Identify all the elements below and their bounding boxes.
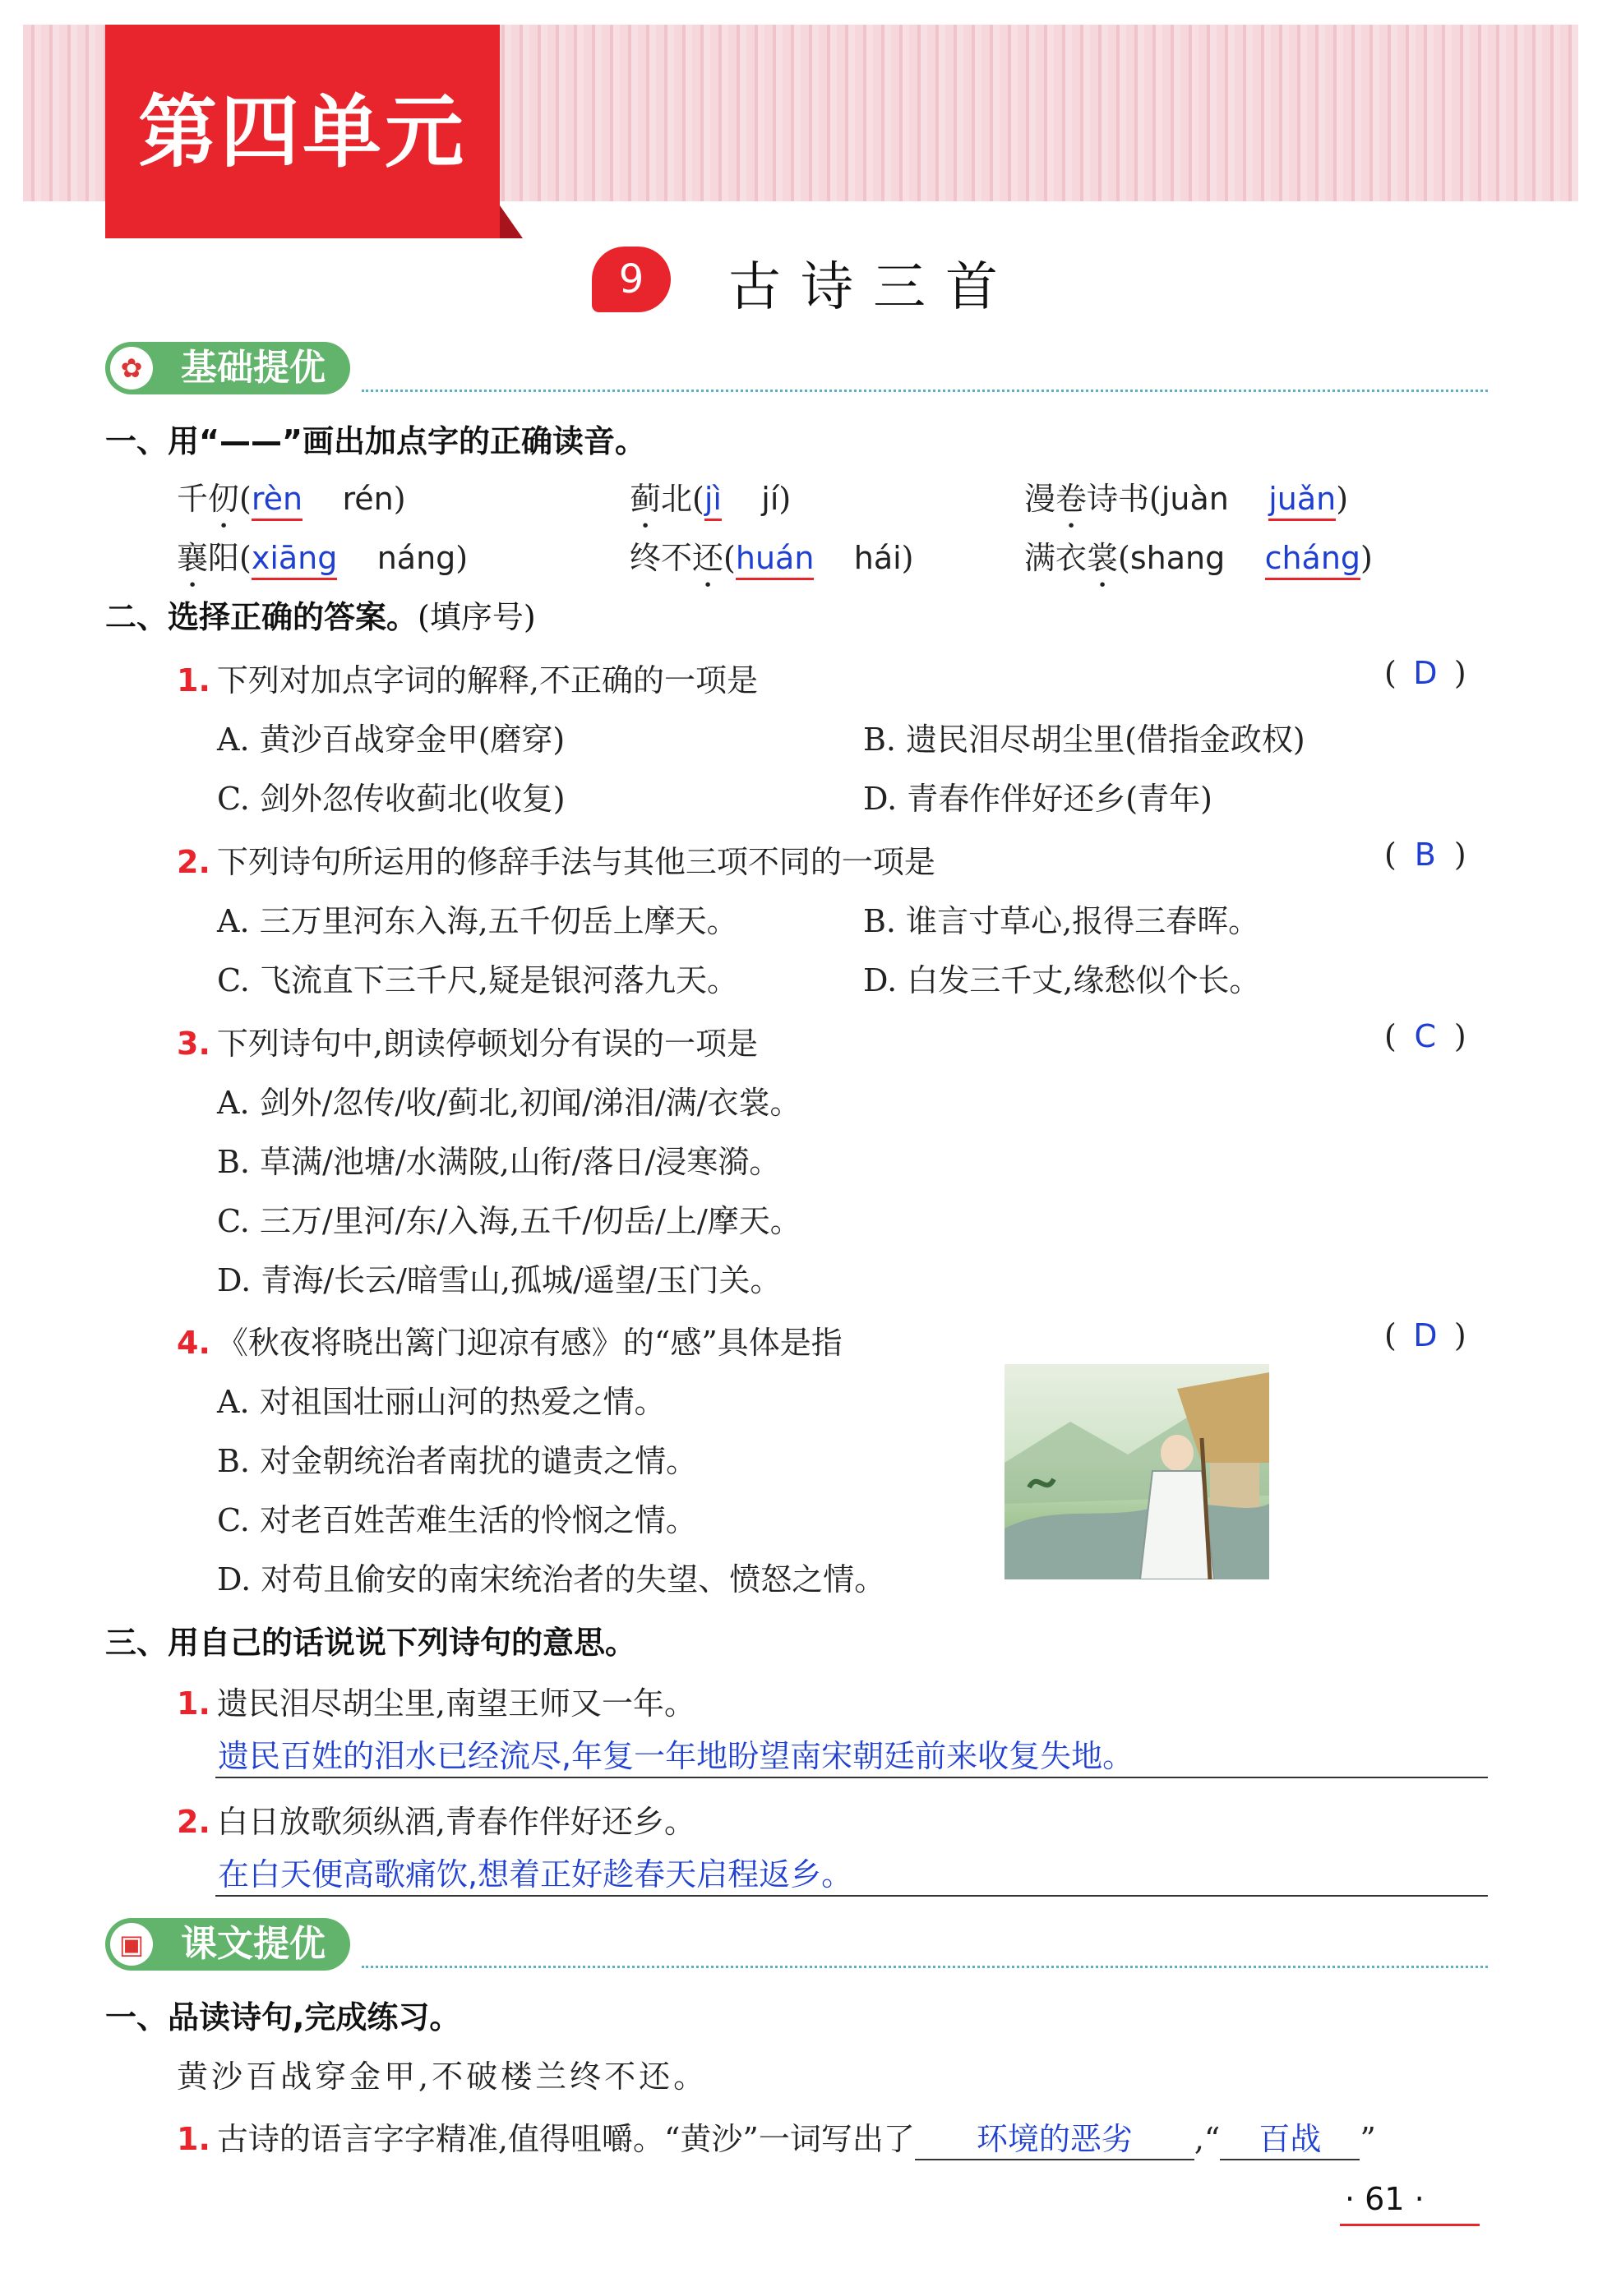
mc-option: D. 青海/长云/暗雪山,孤城/遥望/玉门关。 xyxy=(217,1262,782,1298)
answer-bracket: ( B ) xyxy=(1384,837,1466,873)
section-tag-label: 基础提优 xyxy=(181,347,326,389)
pinyin-item: 蓟北(jì jí) xyxy=(630,473,791,535)
answer-bracket: ( D ) xyxy=(1384,655,1466,691)
answer-underline xyxy=(215,1895,1488,1897)
fill-in-question: 1. 古诗的语言字字精准,值得咀嚼。“黄沙”一词写出了 环境的恶劣 ,“ 百战 ” xyxy=(177,2114,1376,2160)
blank-2[interactable]: 百战 xyxy=(1220,2114,1360,2160)
pinyin-item: 漫卷诗书(juàn juǎn) xyxy=(1024,473,1348,535)
mc-option: A. 剑外/忽传/收/蓟北,初闻/涕泪/满/衣裳。 xyxy=(217,1085,801,1121)
mc-option: C. 剑外忽传收蓟北(收复) xyxy=(217,781,566,817)
mc-question-stem: 2. 下列诗句所运用的修辞手法与其他三项不同的一项是 xyxy=(177,844,935,880)
mc-option: D. 白发三千丈,缘愁似个长。 xyxy=(863,962,1261,998)
mc-option: B. 对金朝统治者南扰的谴责之情。 xyxy=(217,1443,698,1479)
pinyin-item: 千仞(rèn rén) xyxy=(177,473,406,535)
banner-fold xyxy=(500,205,523,238)
mc-option: D. 对苟且偷安的南宋统治者的失望、愤怒之情。 xyxy=(217,1561,886,1598)
page-number-underline xyxy=(1340,2224,1480,2226)
section-tag-text xyxy=(105,1918,350,1971)
pinyin-item: 满衣裳(shang cháng) xyxy=(1024,533,1373,594)
answer-text: 在白天便高歌痛饮,想着正好趁春天启程返乡。 xyxy=(218,1856,853,1893)
answer-underline xyxy=(215,1777,1488,1778)
sprout-icon: ✿ xyxy=(110,347,153,390)
poet-illustration-art xyxy=(1005,1364,1269,1579)
mc-question-stem: 4. 《秋夜将晓出篱门迎凉有感》的“感”具体是指 xyxy=(177,1325,843,1361)
mc-option: A. 对祖国壮丽山河的热爱之情。 xyxy=(217,1384,666,1420)
unit-title: 第四单元 xyxy=(138,86,467,178)
pinyin-item: 终不还(huán hái) xyxy=(630,533,914,594)
lesson-number-badge: 9 xyxy=(592,247,671,312)
question-1-title: 一、用“——”画出加点字的正确读音。 xyxy=(105,423,646,459)
mc-option: C. 三万/里河/东/入海,五千/仞岳/上/摩天。 xyxy=(217,1203,801,1239)
mc-option: B. 遗民泪尽胡尘里(借指金政权) xyxy=(863,722,1305,758)
answer-bracket: ( D ) xyxy=(1384,1317,1466,1353)
mc-option: B. 草满/池塘/水满陂,山衔/落日/浸寒漪。 xyxy=(217,1144,781,1180)
poet-illustration xyxy=(1005,1364,1269,1579)
lesson-title: 古诗三首 xyxy=(728,257,1018,318)
mc-option: D. 青春作伴好还乡(青年) xyxy=(863,781,1212,817)
section-tag-basic xyxy=(105,342,350,394)
book-icon: ▣ xyxy=(110,1923,153,1966)
answer-text: 遗民百姓的泪水已经流尽,年复一年地盼望南宋朝廷前来收复失地。 xyxy=(218,1738,1134,1774)
question-3-title: 三、用自己的话说说下列诗句的意思。 xyxy=(105,1625,637,1661)
section-tag-label: 课文提优 xyxy=(181,1923,326,1965)
unit-banner xyxy=(105,25,500,238)
mc-option: C. 对老百姓苦难生活的怜悯之情。 xyxy=(217,1502,697,1538)
blank-1[interactable]: 环境的恶劣 xyxy=(915,2114,1194,2160)
section-divider xyxy=(362,1966,1488,1968)
poem-line: 1. 遗民泪尽胡尘里,南望王师又一年。 xyxy=(177,1685,695,1722)
answer-bracket: ( C ) xyxy=(1384,1018,1466,1054)
section-divider xyxy=(362,390,1488,392)
mc-option: B. 谁言寸草心,报得三春晖。 xyxy=(863,903,1260,939)
question-title: 一、品读诗句,完成练习。 xyxy=(105,1999,461,2036)
mc-question-stem: 3. 下列诗句中,朗读停顿划分有误的一项是 xyxy=(177,1026,758,1062)
question-2-title: 二、选择正确的答案。(填序号) xyxy=(105,599,536,635)
mc-option: A. 黄沙百战穿金甲(磨穿) xyxy=(217,722,566,758)
pinyin-item: 襄阳(xiāng náng) xyxy=(177,533,468,594)
poem-line: 黄沙百战穿金甲,不破楼兰终不还。 xyxy=(177,2059,709,2095)
mc-option: A. 三万里河东入海,五千仞岳上摩天。 xyxy=(217,903,738,939)
mc-option: C. 飞流直下三千尺,疑是银河落九天。 xyxy=(217,962,738,998)
page-number: · 61 · xyxy=(1345,2181,1425,2217)
poem-line: 2. 白日放歌须纵酒,青春作伴好还乡。 xyxy=(177,1804,695,1840)
mc-question-stem: 1. 下列对加点字词的解释,不正确的一项是 xyxy=(177,662,758,698)
